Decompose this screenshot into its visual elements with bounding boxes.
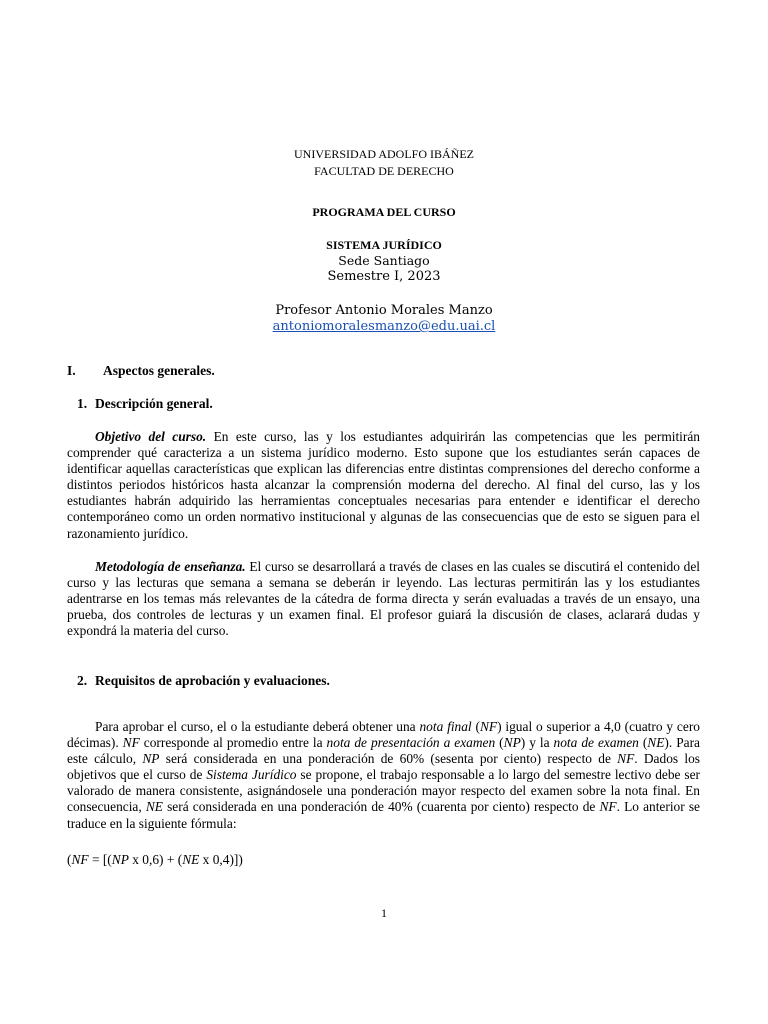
req-text: . Lo anterior se traduce en la siguiente fórmula:	[67, 799, 700, 831]
req-italic: Sistema Jurídico	[206, 767, 297, 783]
metodologia-lead: Metodología de enseñanza.	[95, 559, 246, 574]
req-italic: nota final	[419, 719, 472, 734]
semester: Semestre I, 2023	[327, 269, 441, 284]
paragraph-objetivo	[67, 429, 700, 542]
email-link[interactable]: antoniomoralesmanzo@edu.uai.cl	[272, 319, 496, 334]
req-text: corresponde al promedio entre la	[139, 735, 327, 751]
university-name: UNIVERSIDAD ADOLFO IBÁÑEZ	[294, 147, 474, 161]
req-text: ) igual o superior a 4,0 (cuatro y cero décimas).	[67, 719, 700, 751]
req-italic: NP	[142, 751, 160, 767]
req-italic: NF	[617, 751, 635, 767]
req-text: se propone, el trabajo responsable a lo largo del semestre lectivo debe ser valorado de manera consistente, asignándosele una ponderación mayor respecto del examen sobre la nota final. En consecuencia,	[67, 767, 700, 815]
req-text: será considerada en una ponderación de 60% (sesenta por ciento) respecto de	[159, 751, 618, 767]
formula-part: = [(	[88, 852, 112, 867]
formula-var: NE	[182, 852, 200, 867]
req-text: (	[471, 719, 480, 734]
formula-var: NP	[111, 852, 129, 867]
req-italic: NE	[145, 799, 163, 815]
campus: Sede Santiago	[338, 253, 430, 268]
req-text: (	[495, 735, 504, 751]
req-text: (	[638, 735, 648, 751]
paragraph-requisitos	[67, 719, 700, 832]
faculty-name: FACULTAD DE DERECHO	[314, 164, 454, 178]
req-text: . Dados los objetivos que el curso de	[67, 751, 700, 783]
req-italic: NP	[503, 735, 521, 751]
objetivo-text: En este curso, las y los estudiantes adquirirán las competencias que les permitirán comprender qué caracteriza a un sistema jurídico moderno. Esto supone que los estudiantes serán capaces de identificar aquellas características que explican las diferencias entre distintas comprensiones del derecho conforme a distintos periodos históricos hasta alcanzar la comprensión moderna del derecho. Al final del curso, las y los estudiantes habrán adquirido las herramientas conceptuales necesarias para entender e identificar el derecho contemporáneo como un orden normativo institucional y algunas de las consecuencias que de esto se siguen para el razonamiento jurídico.	[67, 429, 700, 541]
req-text: Para aprobar el curso, el o la estudiante deberá obtener una	[95, 719, 420, 734]
professor-name: Profesor Antonio Morales Manzo	[275, 303, 493, 318]
req-italic: NF	[122, 735, 140, 751]
req-italic: NF	[479, 719, 498, 734]
req-text: será considerada en una ponderación de 40% (cuarenta por ciento) respecto de	[162, 799, 600, 815]
subsection-1-title: Descripción general.	[95, 396, 213, 411]
subsection-2-number: 2.	[77, 673, 88, 688]
course-name: SISTEMA JURÍDICO	[326, 238, 442, 252]
req-italic: NE	[647, 735, 665, 751]
metodologia-text: El curso se desarrollará a través de clases en las cuales se discutirá el contenido del curso y las lecturas que semana a semana se deberán ir leyendo. Las lecturas permitirán las y los estudiantes adentrarse en los temas más relevantes de la cátedra de forma directa y serán evaluadas a través de un ensayo, una prueba, dos controles de lecturas y un examen final. El profesor guiará la discusión de clases, aclarará dudas y expondrá la materia del curso.	[67, 559, 701, 639]
subsection-1-number: 1.	[77, 396, 88, 411]
formula-part: x 0,4)])	[199, 852, 243, 867]
req-italic: NF	[599, 799, 617, 815]
req-text: ) y la	[520, 735, 554, 751]
page-number: 1	[381, 906, 387, 920]
subsection-2-title: Requisitos de aprobación y evaluaciones.	[95, 673, 330, 688]
paragraph-metodologia	[67, 559, 700, 639]
formula-part: (	[67, 852, 72, 867]
section-title: Aspectos generales.	[103, 363, 215, 378]
req-italic: nota de examen	[553, 735, 639, 751]
req-text: ). Para este cálculo,	[67, 735, 701, 767]
program-title: PROGRAMA DEL CURSO	[312, 205, 456, 219]
objetivo-lead: Objetivo del curso.	[95, 429, 207, 444]
req-italic: nota de presentación a examen	[326, 735, 496, 751]
formula-var: NF	[71, 852, 89, 867]
grade-formula	[67, 852, 243, 868]
section-number: I.	[67, 363, 76, 378]
formula-part: x 0,6) + (	[128, 852, 183, 867]
